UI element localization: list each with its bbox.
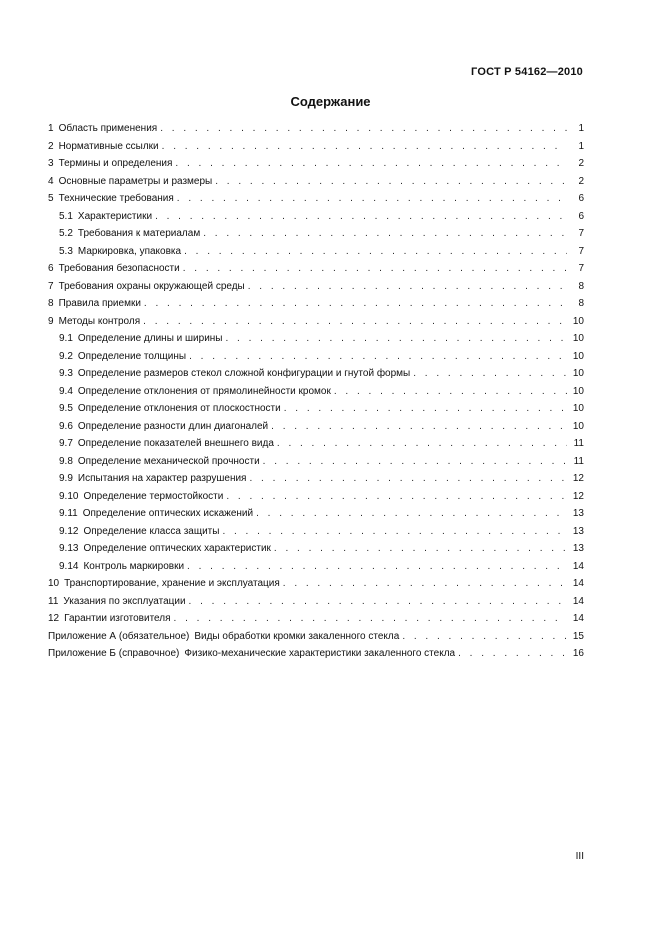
toc-entry-number: 1 — [48, 123, 54, 134]
toc-entry[interactable] — [48, 610, 584, 628]
toc-entry[interactable] — [48, 523, 584, 541]
toc-entry-page: 10 — [572, 350, 584, 362]
toc-entry[interactable] — [48, 278, 584, 296]
toc-entry-number: 7 — [48, 280, 54, 292]
toc-entry-label: Определение отклонения от плоскостности — [77, 403, 281, 414]
toc-entry-page: 2 — [578, 158, 584, 169]
toc-entry-label: Нормативные ссылки — [58, 140, 159, 152]
toc-entry[interactable] — [48, 173, 584, 191]
toc-entry[interactable] — [48, 155, 584, 173]
toc-entry-page: 1 — [578, 123, 584, 134]
toc-entry-label: Гарантии изготовителя — [64, 613, 171, 624]
toc-entry-page: 2 — [578, 175, 584, 187]
toc-entry-label: Определение механической прочности — [77, 455, 260, 467]
toc-entry-label: Характеристики — [77, 210, 153, 222]
toc-leader-dots — [402, 628, 567, 646]
toc-entry-number: 9.14 — [59, 560, 79, 572]
toc-entry[interactable] — [48, 208, 584, 226]
toc-entry-page: 16 — [572, 648, 584, 659]
toc-entry-label: Определение длины и ширины — [77, 333, 223, 344]
toc-entry-number: 9.12 — [59, 525, 79, 537]
toc-leader-dots — [189, 593, 567, 611]
toc-entry[interactable] — [48, 313, 584, 331]
toc-entry-number: 9.5 — [59, 403, 73, 414]
toc-entry-page: 11 — [573, 438, 584, 449]
toc-entry-page: 10 — [572, 368, 584, 379]
toc-entry[interactable] — [48, 383, 584, 401]
toc-entry-page: 12 — [572, 473, 584, 484]
toc-entry-page: 7 — [578, 245, 584, 257]
toc-entry-page: 13 — [572, 525, 584, 537]
toc-entry-label: Маркировка, упаковка — [77, 245, 182, 257]
toc-entry-number: 9.6 — [59, 420, 73, 432]
toc-entry[interactable] — [48, 540, 584, 558]
toc-entry[interactable] — [48, 628, 584, 646]
toc-entry-number: 9.7 — [59, 438, 73, 449]
toc-entry-label: Определение толщины — [77, 350, 187, 362]
toc-entry[interactable] — [48, 470, 584, 488]
toc-entry-label: Требования к материалам — [77, 228, 201, 239]
toc-entry-page: 13 — [572, 508, 584, 519]
toc-leader-dots — [222, 523, 567, 541]
toc-title: Содержание — [290, 94, 371, 109]
toc-entry[interactable] — [48, 505, 584, 523]
toc-entry-page: 10 — [572, 333, 584, 344]
toc-entry-label: Область применения — [58, 123, 158, 134]
toc-leader-dots — [263, 453, 567, 471]
toc-leader-dots — [183, 260, 567, 278]
toc-entry-page: 14 — [572, 595, 584, 607]
toc-entry-number: 8 — [48, 298, 54, 309]
toc-leader-dots — [274, 540, 567, 558]
toc-entry-page: 15 — [572, 630, 584, 642]
toc-entry[interactable] — [48, 295, 584, 313]
toc-leader-dots — [144, 295, 567, 313]
toc-entry[interactable] — [48, 190, 584, 208]
toc-entry-number: 9.2 — [59, 350, 73, 362]
toc-entry-number: 9.8 — [59, 455, 73, 467]
toc-entry-number: 6 — [48, 263, 54, 274]
toc-entry-number: 9.13 — [59, 543, 79, 554]
toc-entry-number: 2 — [48, 140, 54, 152]
toc-leader-dots — [458, 645, 567, 663]
toc-entry-label: Испытания на характер разрушения — [77, 473, 247, 484]
toc-entry-page: 10 — [572, 420, 584, 432]
toc-entry-page: 12 — [572, 490, 584, 502]
toc-entry-number: Приложение А (обязательное) — [48, 630, 190, 642]
toc-entry-page: 8 — [578, 280, 584, 292]
toc-entry[interactable] — [48, 348, 584, 366]
toc-entry[interactable] — [48, 645, 584, 663]
toc-entry-number: 9 — [48, 315, 54, 327]
toc-entry-number: Приложение Б (справочное) — [48, 648, 180, 659]
toc-entry-number: 5.3 — [59, 245, 73, 257]
toc-leader-dots — [271, 418, 567, 436]
toc-entry-number: 3 — [48, 158, 54, 169]
toc-entry-page: 14 — [572, 578, 584, 589]
toc-entry[interactable] — [48, 225, 584, 243]
toc-entry-label: Транспортирование, хранение и эксплуатация — [64, 578, 280, 589]
toc-entry[interactable] — [48, 453, 584, 471]
toc-entry[interactable] — [48, 330, 584, 348]
toc-entry-page: 10 — [572, 385, 584, 397]
toc-entry-label: Определение класса защиты — [83, 525, 220, 537]
toc-entry[interactable] — [48, 243, 584, 261]
toc-entry-page: 8 — [578, 298, 584, 309]
toc-entry-number: 9.3 — [59, 368, 73, 379]
toc-leader-dots — [215, 173, 567, 191]
toc-entry-page: 6 — [578, 210, 584, 222]
toc-leader-dots — [203, 225, 567, 243]
toc-entry-page: 14 — [572, 560, 584, 572]
toc-entry-label: Основные параметры и размеры — [58, 175, 213, 187]
toc-entry-number: 11 — [48, 595, 59, 607]
toc-entry-number: 12 — [48, 613, 60, 624]
document-code: ГОСТ Р 54162—2010 — [471, 66, 583, 78]
toc-entry-number: 9.4 — [59, 385, 73, 397]
toc-entry[interactable] — [48, 138, 584, 156]
toc-entry[interactable] — [48, 575, 584, 593]
toc-leader-dots — [413, 365, 567, 383]
toc-entry-page: 10 — [572, 403, 584, 414]
toc-leader-dots — [155, 208, 567, 226]
toc-entry-number: 5.1 — [59, 210, 73, 222]
toc-entry-page: 10 — [572, 315, 584, 327]
toc-leader-dots — [174, 610, 567, 628]
table-of-contents — [48, 120, 584, 663]
toc-entry-label: Термины и определения — [58, 158, 173, 169]
toc-leader-dots — [160, 120, 567, 138]
toc-leader-dots — [187, 558, 567, 576]
toc-entry-label: Физико-механические характеристики закаленного стекла — [184, 648, 456, 659]
toc-entry-page: 1 — [578, 140, 584, 152]
toc-entry-label: Определение размеров стекол сложной конфигурации и гнутой формы — [77, 368, 411, 379]
toc-entry-page: 7 — [578, 263, 584, 274]
toc-entry-number: 10 — [48, 578, 60, 589]
toc-leader-dots — [283, 575, 567, 593]
toc-leader-dots — [189, 348, 567, 366]
toc-entry-page: 6 — [578, 193, 584, 204]
toc-leader-dots — [226, 330, 568, 348]
toc-entry[interactable] — [48, 400, 584, 418]
toc-leader-dots — [162, 138, 567, 156]
toc-leader-dots — [277, 435, 567, 453]
toc-entry-label: Технические требования — [58, 193, 174, 204]
toc-leader-dots — [256, 505, 567, 523]
toc-entry-label: Определение оптических искажений — [82, 508, 254, 519]
toc-entry-number: 5.2 — [59, 228, 73, 239]
toc-leader-dots — [249, 470, 567, 488]
toc-entry-page: 11 — [573, 455, 584, 467]
toc-entry[interactable] — [48, 365, 584, 383]
toc-entry-page: 13 — [572, 543, 584, 554]
toc-entry-label: Виды обработки кромки закаленного стекла — [194, 630, 400, 642]
toc-entry-page: 14 — [572, 613, 584, 624]
toc-entry-label: Определение разности длин диагоналей — [77, 420, 269, 432]
toc-entry-label: Требования охраны окружающей среды — [58, 280, 245, 292]
toc-entry-label: Требования безопасности — [58, 263, 180, 274]
toc-leader-dots — [334, 383, 567, 401]
toc-entry-page: 7 — [578, 228, 584, 239]
toc-entry-label: Правила приемки — [58, 298, 141, 309]
toc-entry[interactable] — [48, 593, 584, 611]
toc-entry-number: 4 — [48, 175, 54, 187]
toc-entry-label: Определение показателей внешнего вида — [77, 438, 274, 449]
toc-entry-label: Определение отклонения от прямолинейности кромок — [77, 385, 331, 397]
toc-leader-dots — [177, 190, 567, 208]
toc-leader-dots — [175, 155, 567, 173]
toc-leader-dots — [143, 313, 567, 331]
toc-entry-number: 5 — [48, 193, 54, 204]
toc-entry[interactable] — [48, 260, 584, 278]
toc-entry-number: 9.9 — [59, 473, 73, 484]
toc-entry[interactable] — [48, 120, 584, 138]
toc-entry-number: 9.10 — [59, 490, 79, 502]
page-number: III — [575, 851, 584, 862]
toc-entry-label: Указания по эксплуатации — [63, 595, 186, 607]
toc-entry-label: Определение термостойкости — [83, 490, 224, 502]
toc-leader-dots — [248, 278, 567, 296]
toc-entry-number: 9.1 — [59, 333, 73, 344]
toc-entry-number: 9.11 — [59, 508, 78, 519]
toc-leader-dots — [284, 400, 567, 418]
toc-entry[interactable] — [48, 418, 584, 436]
toc-leader-dots — [226, 488, 567, 506]
toc-entry-label: Определение оптических характеристик — [83, 543, 271, 554]
toc-leader-dots — [184, 243, 567, 261]
toc-entry[interactable] — [48, 558, 584, 576]
toc-entry[interactable] — [48, 435, 584, 453]
toc-entry-label: Контроль маркировки — [83, 560, 185, 572]
toc-entry-label: Методы контроля — [58, 315, 141, 327]
toc-entry[interactable] — [48, 488, 584, 506]
